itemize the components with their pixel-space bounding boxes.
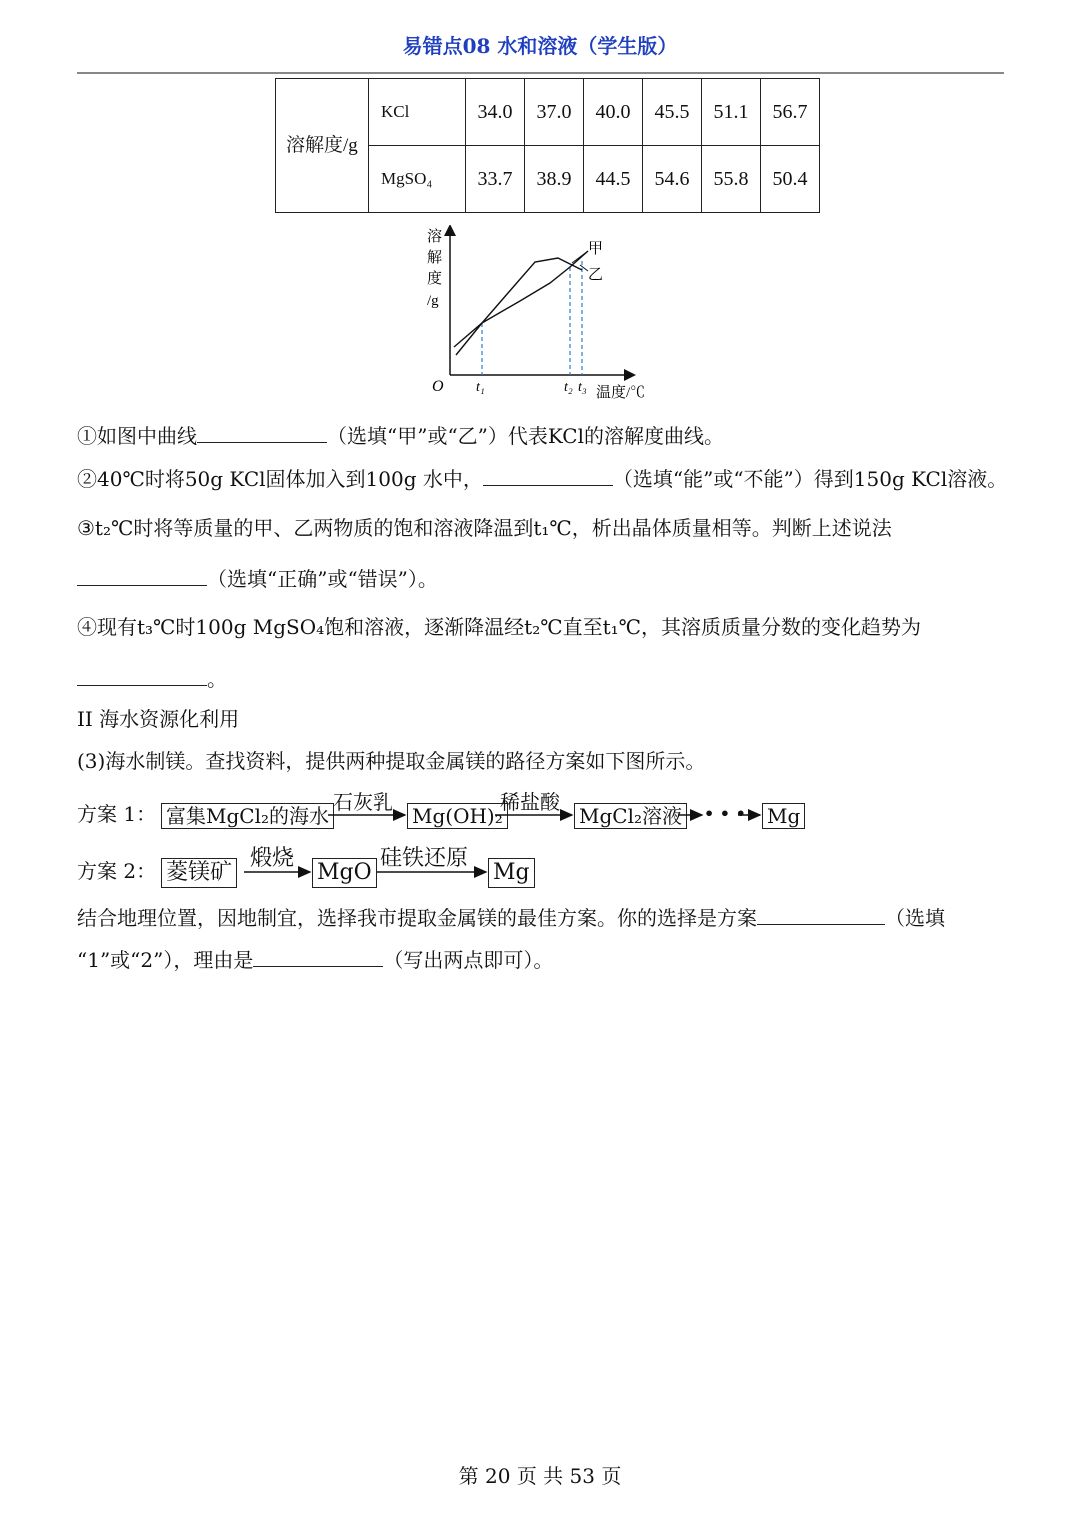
- answer-blank-5[interactable]: [757, 902, 885, 925]
- section-2-question-continued: [77, 944, 553, 975]
- question-1-text: ①如图中曲线: [77, 424, 197, 448]
- origin-label: O: [432, 378, 444, 395]
- table-substance-mgso4: MgSO₄: [369, 146, 466, 213]
- x-tick-t3: t₃: [578, 380, 587, 395]
- series-label-yi: 乙: [588, 267, 604, 283]
- scheme-1-step-3: MgCl₂溶液: [574, 803, 687, 829]
- table-substance-kcl: KCl: [369, 79, 466, 146]
- question-4-text: ④现有t₃℃时100g MgSO₄饱和溶液，逐渐降温经t₂℃直至t₁℃，其溶质质量分数的变化趋势为: [77, 615, 922, 639]
- question-4-tail: 。: [207, 667, 227, 691]
- y-axis-label-2: 解: [427, 250, 443, 266]
- scheme-2-final: Mg: [488, 858, 535, 888]
- table-cell: 37.0: [525, 79, 584, 146]
- table-cell: 54.6: [643, 146, 702, 213]
- section-2-question: [77, 902, 945, 933]
- section-2-heading: II 海水资源化利用: [77, 707, 240, 731]
- section-2-question-tail: （选填: [885, 906, 945, 930]
- question-3-tail: （选填“正确”或“错误”）。: [207, 567, 438, 591]
- table-cell: 44.5: [584, 146, 643, 213]
- table-cell: 56.7: [761, 79, 820, 146]
- scheme-1-dots: • • •: [704, 804, 746, 823]
- series-label-jia: 甲: [588, 241, 604, 257]
- y-axis-label-1: 溶: [427, 229, 443, 245]
- scheme-1-reagent-2: 稀盐酸: [500, 790, 560, 814]
- section-2-question-text: 结合地理位置，因地制宜，选择我市提取金属镁的最佳方案。你的选择是方案: [77, 906, 757, 930]
- scheme-1-step-1: 富集MgCl₂的海水: [161, 803, 334, 829]
- scheme-2-label: 方案 2：: [77, 859, 157, 883]
- question-1-tail: （选填“甲”或“乙”）代表KCl的溶解度曲线。: [327, 424, 725, 448]
- table-cell: 38.9: [525, 146, 584, 213]
- answer-blank-6[interactable]: [253, 944, 383, 967]
- table-cell: 45.5: [643, 79, 702, 146]
- section-2-question2-text: “1”或“2”），理由是: [77, 948, 254, 972]
- table-cell: 34.0: [466, 79, 525, 146]
- question-2-tail: （选填“能”或“不能”）得到150g KCl溶液。: [612, 467, 1008, 491]
- y-axis-label-4: /g: [427, 293, 439, 309]
- scheme-2-step-2: MgO: [312, 858, 377, 888]
- scheme-1-final: Mg: [762, 803, 805, 829]
- table-cell: 55.8: [702, 146, 761, 213]
- page-footer: 第 20 页 共 53 页: [458, 1464, 622, 1488]
- section-2-question2-tail: （写出两点即可）。: [383, 948, 554, 972]
- page-header-title: 易错点08 水和溶液（学生版）: [402, 34, 678, 58]
- scheme-2-step-1: 菱镁矿: [161, 858, 237, 888]
- table-cell: 50.4: [761, 146, 820, 213]
- section-2-intro: (3)海水制镁。查找资料，提供两种提取金属镁的路径方案如下图所示。: [77, 749, 706, 773]
- x-tick-t2: t₂: [564, 380, 573, 395]
- x-tick-t1: t₁: [476, 380, 485, 395]
- scheme-2-reagent-1: 煅烧: [250, 846, 295, 871]
- y-axis-label-3: 度: [427, 271, 443, 287]
- table-cell: 33.7: [466, 146, 525, 213]
- scheme-1-label: 方案 1：: [77, 802, 157, 826]
- x-axis-label: 温度/℃: [596, 385, 646, 401]
- table-cell: 40.0: [584, 79, 643, 146]
- question-2-text: ②40℃时将50g KCl固体加入到100g 水中，: [77, 467, 483, 491]
- scheme-2-reagent-2: 硅铁还原: [380, 846, 469, 871]
- scheme-1-step-2: Mg(OH)₂: [407, 803, 508, 829]
- question-3-text: ③t₂℃时将等质量的甲、乙两物质的饱和溶液降温到t₁℃，析出晶体质量相等。判断上述说法: [77, 516, 892, 540]
- scheme-1-reagent-1: 石灰乳: [333, 790, 393, 814]
- table-row-header: 溶解度/g: [276, 79, 369, 213]
- table-cell: 51.1: [702, 79, 761, 146]
